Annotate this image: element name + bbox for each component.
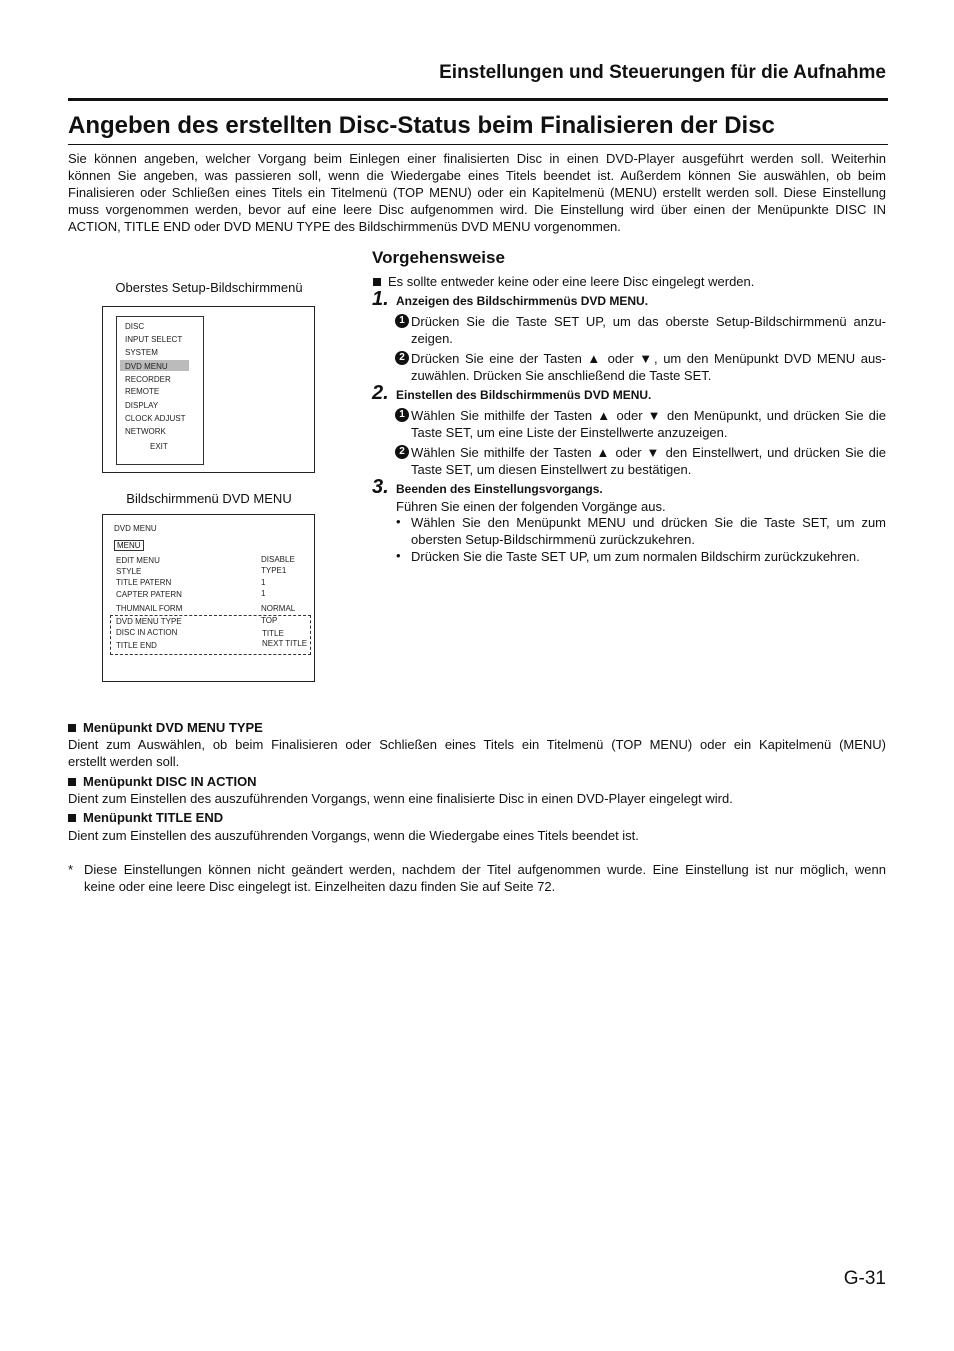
circled-number-icon: 1	[395, 408, 409, 422]
step-heading: Einstellen des Bildschirmmenüs DVD MENU.	[396, 388, 652, 402]
item-text: Dient zum Auswählen, ob beim Finalisieren oder Schließen eines Titels ein Titelmenü (TOP MENU) oder ein Kapitelmenü (MENU)	[68, 737, 886, 752]
menu-item-network[interactable]: NETWORK	[125, 427, 166, 436]
step-number: 1.	[372, 288, 389, 310]
step-text: Wählen Sie mithilfe der Tasten ▲ oder ▼ den Menüpunkt, und drücken Sie die	[411, 408, 886, 423]
step-text: Taste SET, um diesen Einstellwert zu bestätigen.	[411, 462, 692, 477]
menu-tab[interactable]: MENU	[114, 540, 144, 551]
step-heading: Beenden des Einstellungsvorgangs.	[396, 482, 603, 496]
row-label[interactable]: TITLE END	[116, 641, 157, 650]
page-number: G-31	[843, 1268, 886, 1289]
step-text: Taste SET, um eine Liste der Einstellwerte anzuzeigen.	[411, 425, 728, 440]
step-heading: Anzeigen des Bildschirmmenüs DVD MENU.	[396, 294, 649, 308]
step-text: Führen Sie einen der folgenden Vorgänge aus.	[396, 499, 666, 514]
square-bullet-icon	[68, 814, 76, 822]
intro-line: ACTION, TITLE END oder DVD MENU TYPE des Bildschirmmenüs DVD MENU vorgenommen.	[68, 219, 621, 234]
step-text: Drücken Sie die Taste SET UP, um das oberste Setup-Bildschirmmenü anzu-	[411, 314, 886, 329]
intro-line: können Sie angeben, was passieren soll, wenn die Wiedergabe eines Titels beendet ist. Außerdem können Sie auswählen, ob beim	[68, 168, 886, 183]
row-label[interactable]: THUMNAIL FORM	[116, 604, 183, 613]
menu-item-display[interactable]: DISPLAY	[125, 401, 159, 410]
step-text: Drücken Sie eine der Tasten ▲ oder ▼, um den Menüpunkt DVD MENU aus-	[411, 351, 886, 366]
intro-line: Finalisieren oder Schließen eines Titels ein Titelmenü (TOP MENU) oder ein Kapitelmenü (MENU) erstellt werden soll. Diese Einstellung	[68, 185, 886, 200]
item-text: erstellt werden soll.	[68, 754, 180, 769]
square-bullet-icon	[373, 278, 381, 286]
procedure-title: Vorgehensweise	[372, 248, 505, 267]
bullet-icon: •	[396, 548, 401, 563]
step-text: zeigen.	[411, 331, 453, 346]
setup-screen	[102, 306, 315, 473]
title-rule	[68, 144, 888, 145]
square-bullet-icon	[68, 778, 76, 786]
menu-item-system[interactable]: SYSTEM	[125, 348, 158, 357]
circled-number-icon: 2	[395, 445, 409, 459]
row-label[interactable]: STYLE	[116, 567, 142, 576]
row-value[interactable]: DISABLE	[261, 555, 295, 564]
footnote-text: keine oder eine leere Disc eingelegt ist. Einzelheiten dazu finden Sie auf Seite 72.	[84, 879, 556, 894]
row-value[interactable]: TITLE	[262, 629, 284, 638]
item-heading: Menüpunkt DISC IN ACTION	[68, 774, 257, 789]
row-value[interactable]: TOP	[261, 616, 278, 625]
circled-number-icon: 1	[395, 314, 409, 328]
step-number: 2.	[372, 382, 389, 404]
row-value[interactable]: NEXT TITLE	[262, 639, 308, 648]
row-label[interactable]: CAPTER PATERN	[116, 590, 182, 599]
procedure-note: Es sollte entweder keine oder eine leere Disc eingelegt werden.	[373, 273, 754, 290]
row-label[interactable]: TITLE PATERN	[116, 578, 172, 587]
item-text: Dient zum Einstellen des auszuführenden Vorgangs, wenn eine finalisierte Disc in einen DVD-Player eingelegt wird.	[68, 791, 733, 806]
step-text: Wählen Sie mithilfe der Tasten ▲ oder ▼ den Einstellwert, und drücken Sie die	[411, 445, 886, 460]
step-text: zuwählen. Drücken Sie anschließend die Taste SET.	[411, 368, 712, 383]
header-rule	[68, 98, 888, 101]
row-value[interactable]: 1	[261, 578, 266, 587]
square-bullet-icon	[68, 724, 76, 732]
item-text: Dient zum Einstellen des auszuführenden Vorgangs, wenn die Wiedergabe eines Titels beendet ist.	[68, 828, 639, 843]
menu-item-remote[interactable]: REMOTE	[125, 387, 160, 396]
bullet-icon: •	[396, 514, 401, 529]
row-value[interactable]: NORMAL	[261, 604, 296, 613]
menu-item-dvd-menu[interactable]: DVD MENU	[125, 362, 168, 371]
section-header: Einstellungen und Steuerungen für die Aufnahme	[439, 62, 886, 83]
bullet-text: Wählen Sie den Menüpunkt MENU und drücken Sie die Taste SET, um zum	[411, 515, 886, 530]
page-title: Angeben des erstellten Disc-Status beim Finalisieren der Disc	[68, 112, 775, 139]
intro-line: Sie können angeben, welcher Vorgang beim Einlegen einer finalisierten Disc in einen DVD-Player ausgeführt werden soll. Weiterhin	[68, 151, 886, 166]
step-number: 3.	[372, 476, 389, 498]
row-label[interactable]: DVD MENU TYPE	[116, 617, 182, 626]
bullet-text: obersten Setup-Bildschirmmenü zurückzukehren.	[411, 532, 695, 547]
setup-menu-frame	[116, 316, 204, 465]
menu-item-exit[interactable]: EXIT	[150, 442, 168, 451]
bullet-text: Drücken Sie die Taste SET UP, um zum normalen Bildschirm zurückzukehren.	[411, 549, 860, 564]
menu-item-input-select[interactable]: INPUT SELECT	[125, 335, 183, 344]
dvd-screen-caption: Bildschirmmenü DVD MENU	[126, 491, 292, 506]
row-label[interactable]: EDIT MENU	[116, 556, 160, 565]
row-value[interactable]: TYPE1	[261, 566, 287, 575]
intro-line: muss vorgenommen werden, bevor auf eine leere Disc aufgenommen wird. Die Einstellung wird über einen der Menüpunkte DISC IN	[68, 202, 886, 217]
menu-item-clock-adjust[interactable]: CLOCK ADJUST	[125, 414, 186, 423]
item-heading: Menüpunkt TITLE END	[68, 810, 223, 825]
row-value[interactable]: 1	[261, 589, 266, 598]
menu-item-recorder[interactable]: RECORDER	[125, 375, 171, 384]
circled-number-icon: 2	[395, 351, 409, 365]
dvd-menu-screen	[102, 514, 315, 682]
footnote-mark: *	[68, 862, 74, 877]
menu-item-disc[interactable]: DISC	[125, 322, 145, 331]
item-heading: Menüpunkt DVD MENU TYPE	[68, 720, 263, 735]
row-label[interactable]: DISC IN ACTION	[116, 628, 178, 637]
dvd-screen-title: DVD MENU	[114, 524, 157, 533]
footnote-text: Diese Einstellungen können nicht geändert werden, nachdem der Titel aufgenommen wurde. Eine Einstellung ist nur möglich, wenn	[84, 862, 886, 877]
setup-screen-caption: Oberstes Setup-Bildschirmmenü	[115, 280, 303, 295]
intro-paragraph	[68, 150, 886, 235]
